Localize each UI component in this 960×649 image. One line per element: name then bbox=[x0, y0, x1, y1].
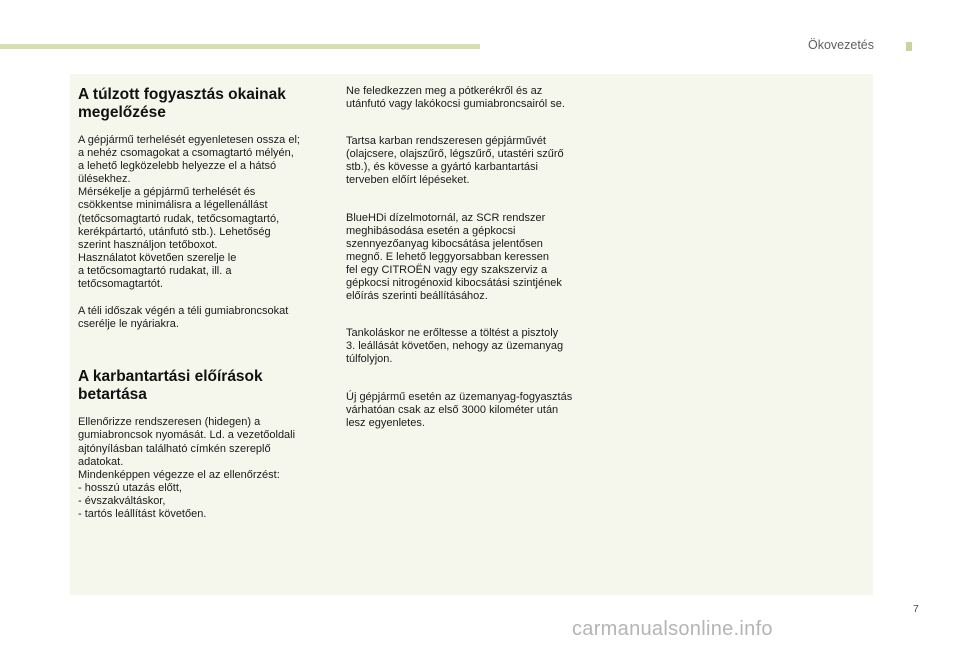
paragraph-new-vehicle: Új gépjármű esetén az üzemanyag-fogyasztás várhatóan csak az első 3000 kilométer után lesz egyenletes. bbox=[346, 390, 573, 429]
page-number: 7 bbox=[913, 603, 919, 615]
paragraph-load: A gépjármű terhelését egyenletesen ossza el; a nehéz csomagokat a csomagtartó mélyén, a lehető legközelebb helyezze el a hátsó ülésekhez. Mérsékelje a gépjármű terhelését és csökkentse minimálisra a légellenállást (tetőcsomagtartó rudak, tetőcsomagtartó, kerékpártartó, utánfutó stb.). Lehetőség szerint használjon tetőboxot. Használatot követően szerelje le a tetőcsomagtartó rudakat, ill. a tetőcsomagtartót. bbox=[78, 134, 300, 291]
paragraph-tyre-pressure: Ellenőrizze rendszeresen (hidegen) a gumiabroncsok nyomását. Ld. a vezetőoldali ajtónyílásban található címkén szereplő adatokat. Mindenképpen végezze el az ellenőrzést: - hosszú utazás előtt, - évszakváltáskor, - tartós leállítást követően. bbox=[78, 416, 296, 520]
paragraph-scr-system: BlueHDi dízelmotornál, az SCR rendszer meghibásodása esetén a gépkocsi szennyezőanyag kibocsátása jelentősen megnő. E lehető leggyorsabban keressen fel egy CITROËN vagy egy szakszerviz a gépkocsi nitrogénoxid kibocsátási szintjének előírás szerinti beállításához. bbox=[346, 211, 562, 303]
right-column bbox=[346, 85, 608, 454]
heading-consumption: A túlzott fogyasztás okainak megelőzése bbox=[78, 86, 286, 121]
section-title: Ökovezetés bbox=[807, 38, 874, 52]
paragraph-winter-tyres: A téli időszak végén a téli gumiabroncsokat cserélje le nyáriakra. bbox=[78, 305, 289, 331]
left-column bbox=[78, 86, 330, 535]
paragraph-spare-wheel: Ne feledkezzen meg a pótkerékről és az utánfutó vagy lakókocsi gumiabroncsairól se. bbox=[346, 85, 565, 111]
section-marker bbox=[906, 42, 912, 51]
watermark: carmanualsonline.info bbox=[572, 618, 773, 640]
paragraph-servicing: Tartsa karban rendszeresen gépjárművét (olajcsere, olajszűrő, légszűrő, utastéri szűrő stb.), és kövesse a gyártó karbantartási terveben előírt lépéseket. bbox=[346, 135, 564, 187]
content-panel bbox=[70, 74, 873, 595]
paragraph-refuelling: Tankoláskor ne erőltesse a töltést a pisztoly 3. leállását követően, nehogy az üzemanyag túlfolyjon. bbox=[346, 327, 564, 366]
heading-maintenance: A karbantartási előírások betartása bbox=[78, 368, 263, 404]
header-accent-bar bbox=[0, 44, 480, 49]
